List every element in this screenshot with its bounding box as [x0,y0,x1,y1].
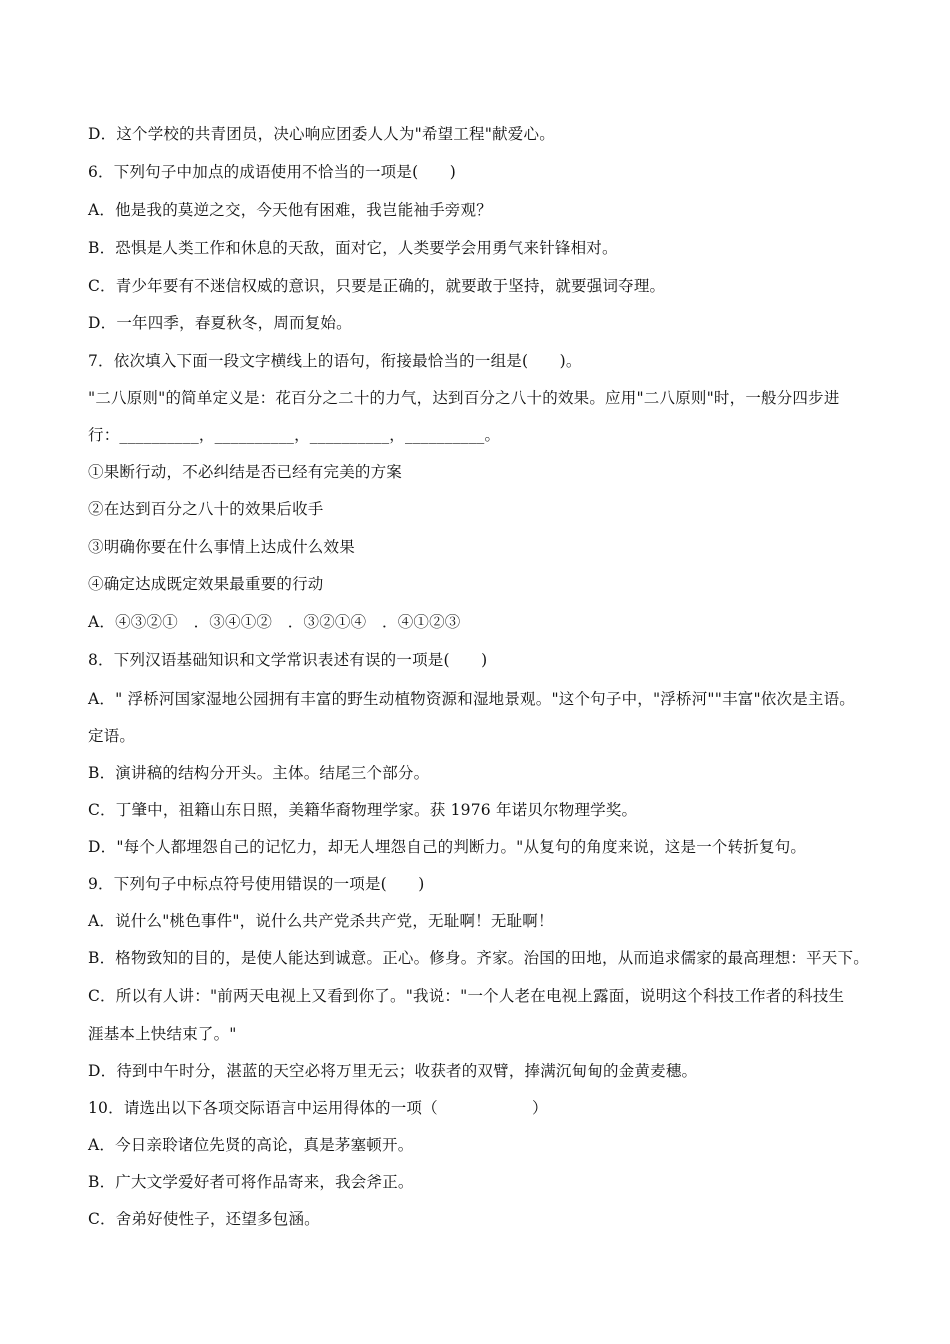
q10-stem: 10．请选出以下各项交际语言中运用得体的一项（ ） [88,1099,548,1117]
q8-option-d: D．"每个人都埋怨自己的记忆力，却无人埋怨自己的判断力。"从复句的角度来说，这是一个转折复句。 [88,838,807,856]
q7-item-1: ①果断行动，不必纠结是否已经有完美的方案 [88,463,403,481]
q6-option-c: C．青少年要有不迷信权威的意识，只要是正确的，就要敢于坚持，就要强词夺理。 [88,277,666,295]
q7-item-2: ②在达到百分之八十的效果后收手 [88,500,324,518]
q10-option-c: C．舍弟好使性子，还望多包涵。 [88,1210,320,1228]
q7-passage-line-1: "二八原则"的简单定义是：花百分之二十的力气，达到百分之八十的效果。应用"二八原则"时，一般分四步进 [88,389,840,407]
q7-stem: 7．依次填入下面一段文字横线上的语句，衔接最恰当的一组是( )。 [88,352,582,370]
q9-stem: 9．下列句子中标点符号使用错误的一项是( ) [88,875,425,893]
q7-item-4: ④确定达成既定效果最重要的行动 [88,575,324,593]
q9-option-a: A．说什么"桃色事件"，说什么共产党杀共产党，无耻啊！无耻啊！ [88,912,554,930]
q10-option-a: A．今日亲聆诸位先贤的高论，真是茅塞顿开。 [88,1136,414,1154]
q10-option-b: B．广大文学爱好者可将作品寄来，我会斧正。 [88,1173,414,1191]
q8-option-a-line-1: A．" 浮桥河国家湿地公园拥有丰富的野生动植物资源和湿地景观。"这个句子中，"浮桥河""丰富"依次是主语。 [88,690,856,708]
q8-option-a-line-2: 定语。 [88,727,136,745]
q8-stem: 8．下列汉语基础知识和文学常识表述有误的一项是( ) [88,651,488,669]
q7-options: A．④③②① ．③④①② ．③②①④ ．④①②③ [88,613,461,631]
q9-option-b: B．格物致知的目的，是使人能达到诚意。正心。修身。齐家。治国的田地，从而追求儒家的最高理想：平天下。 [88,949,869,967]
q8-option-c: C．丁肇中，祖籍山东日照，美籍华裔物理学家。获 1976 年诺贝尔物理学奖。 [88,801,638,819]
q7-item-3: ③明确你要在什么事情上达成什么效果 [88,538,355,556]
q6-option-a: A．他是我的莫逆之交，今天他有困难，我岂能袖手旁观？ [88,201,492,219]
q8-option-b: B．演讲稿的结构分开头。主体。结尾三个部分。 [88,764,430,782]
q6-option-b: B．恐惧是人类工作和休息的天敌，面对它，人类要学会用勇气来针锋相对。 [88,239,618,257]
q7-passage-line-2: 行：__________，__________，__________，__________。 [88,426,501,444]
q6-option-d: D．一年四季，春夏秋冬，周而复始。 [88,314,352,332]
q9-option-d: D．待到中午时分，湛蓝的天空必将万里无云；收获者的双臂，捧满沉甸甸的金黄麦穗。 [88,1062,698,1080]
q6-stem: 6．下列句子中加点的成语使用不恰当的一项是( ) [88,163,456,181]
q9-option-c-line-2: 涯基本上快结束了。" [88,1025,237,1043]
q5-option-d: D．这个学校的共青团员，决心响应团委人人为"希望工程"献爱心。 [88,125,555,143]
q9-option-c-line-1: C．所以有人讲："前两天电视上又看到你了。"我说："一个人老在电视上露面，说明这个科技工作者的科技生 [88,987,845,1005]
